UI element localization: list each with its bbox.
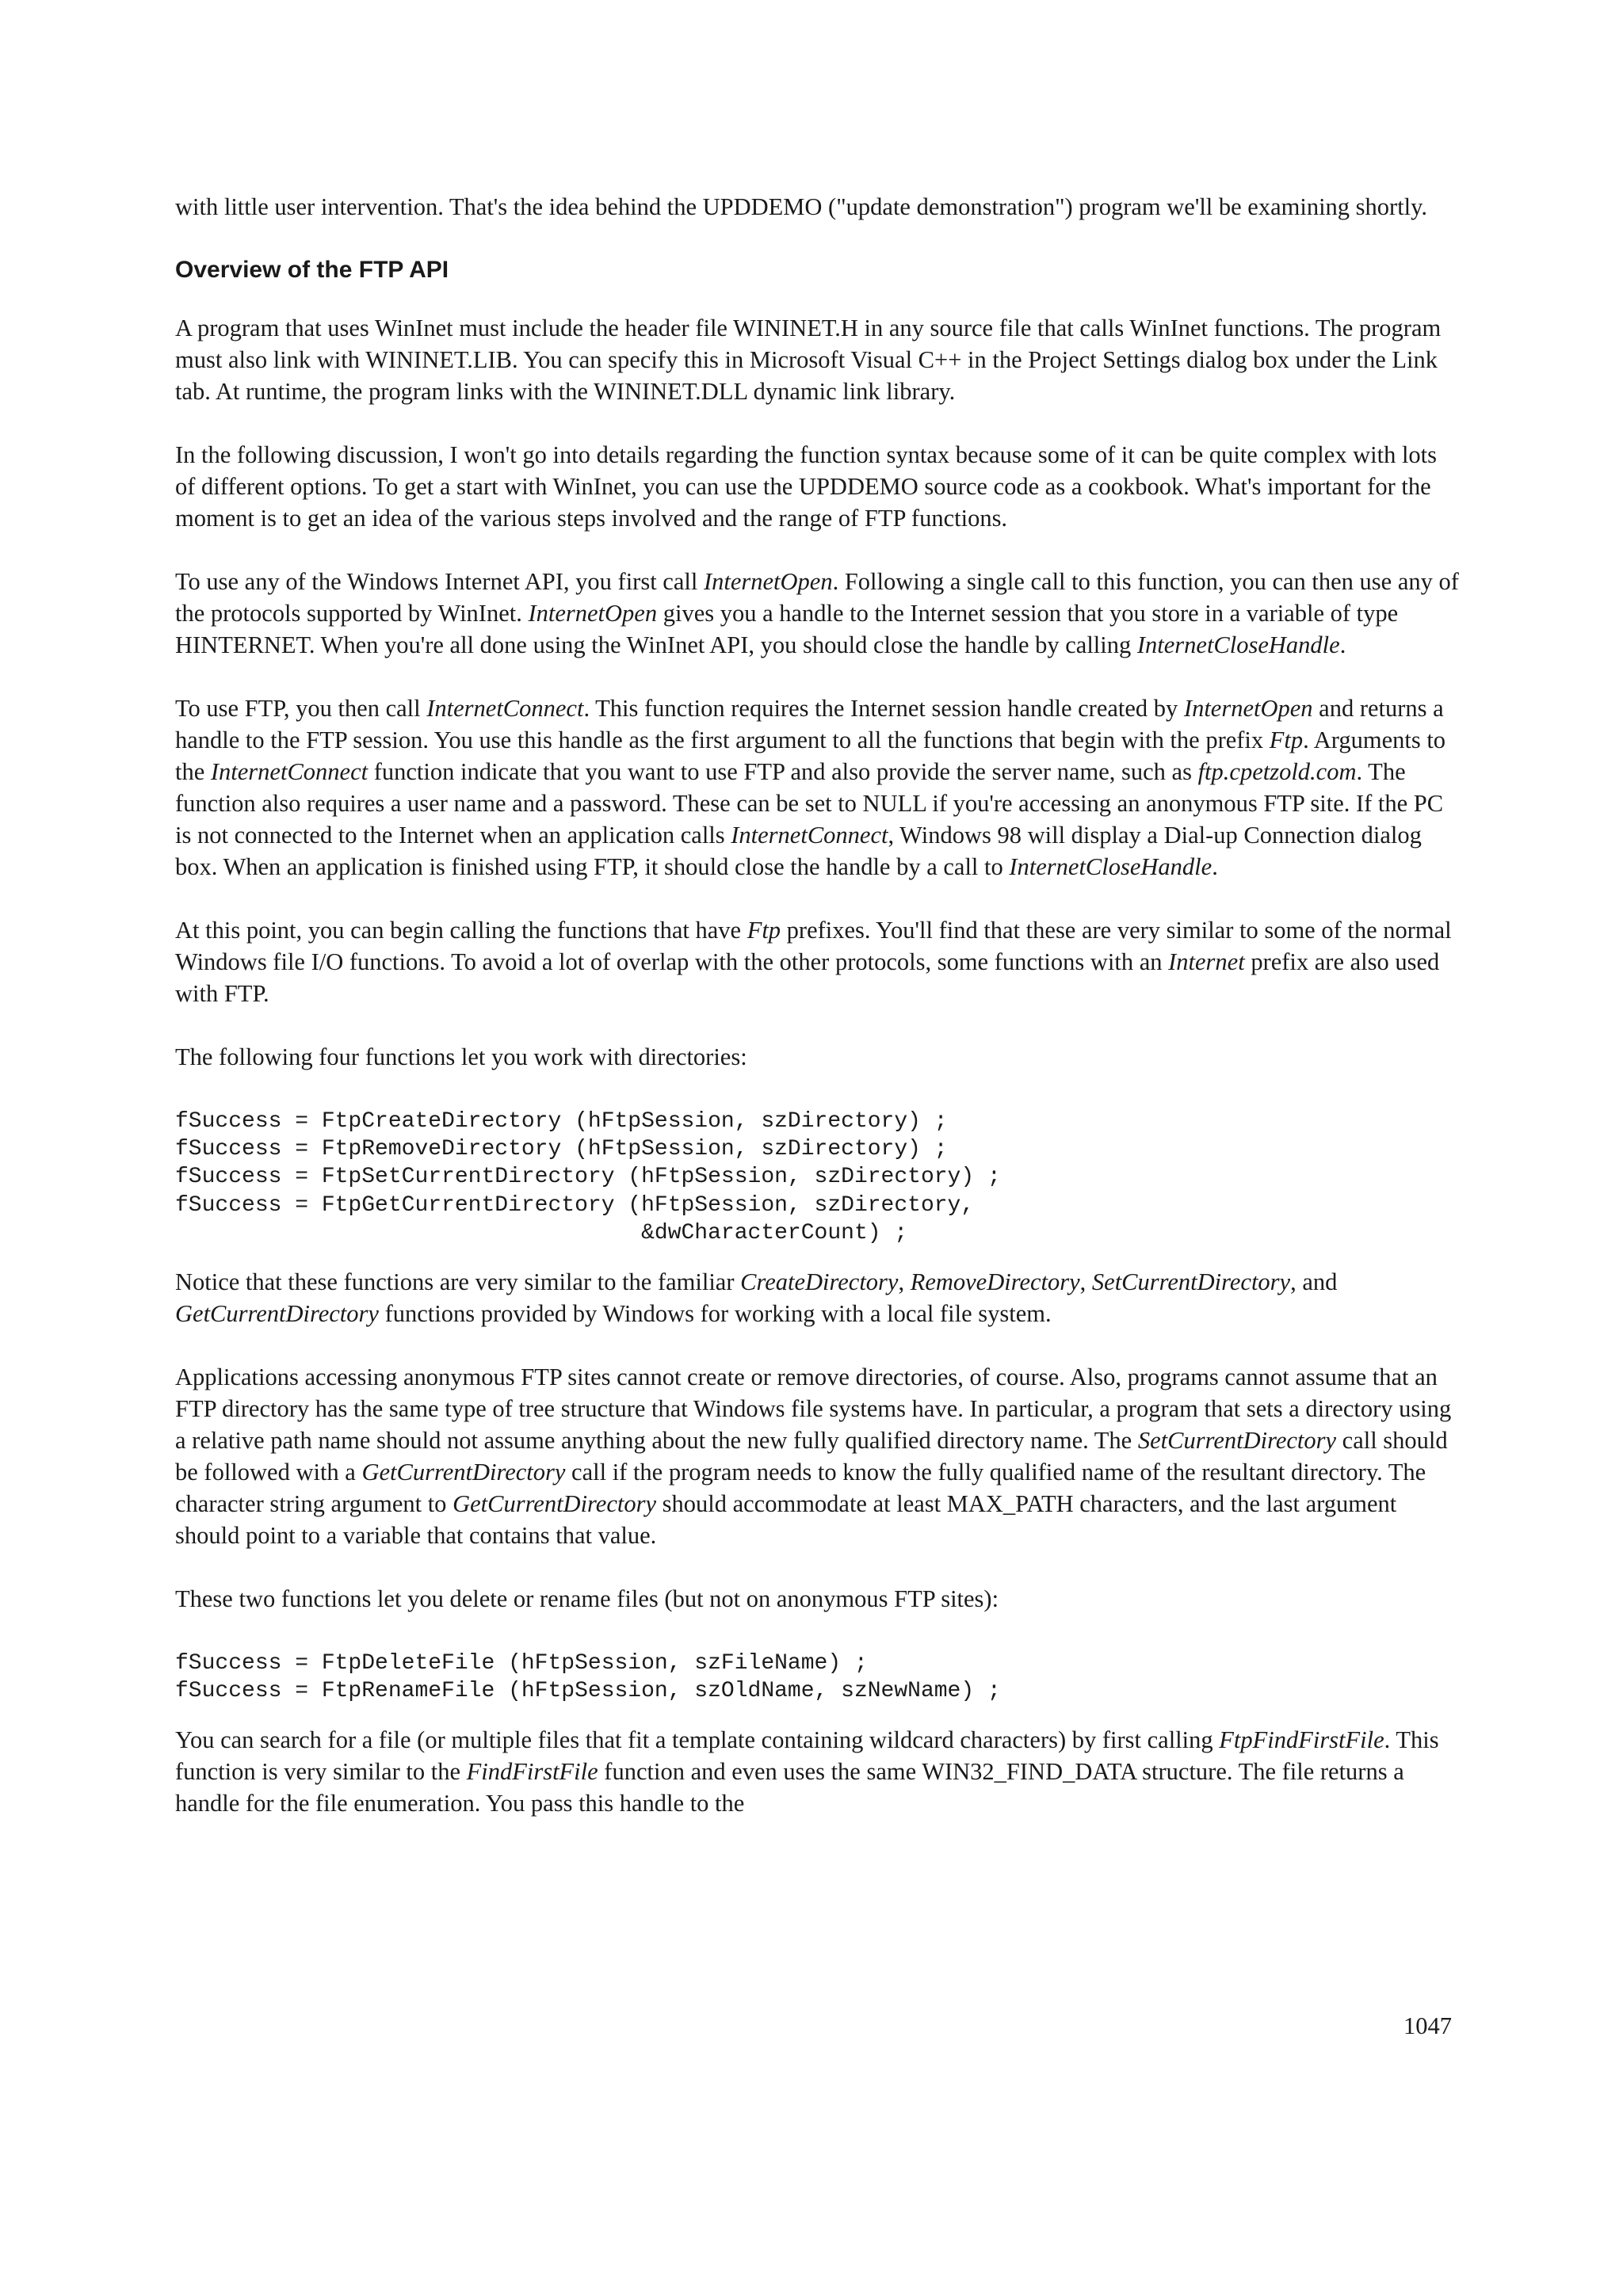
paragraph-wininet-header: A program that uses WinInet must include the header file WININET.H in any source file that calls WinInet functions. The program must also link with WININET.LIB. You can specify this in Microsoft Visual C++ in the Project Settings dialog box under the Link tab. At runtime, the program links with the WININET.DLL dynamic link library. [175, 315, 1442, 405]
intro-paragraph: with little user intervention. That's the idea behind the UPDDEMO ("update demonstration") program we'll be examining shortly. [175, 193, 1428, 220]
paragraph-discussion: In the following discussion, I won't go into details regarding the function syntax because some of it can be quite complex with lots of different options. To get a start with WinInet, you can use the UPDDEMO source code as a cookbook. What's important for the moment is to get an idea of the various steps involved and the range of FTP functions. [175, 441, 1438, 532]
server-name: ftp.cpetzold.com [1197, 758, 1357, 785]
page-number: 1047 [1403, 2012, 1452, 2039]
function-name: InternetCloseHandle [1009, 853, 1212, 880]
paragraph-directory-functions-intro: The following four functions let you work with directories: [175, 1043, 747, 1070]
paragraph-ftp-prefixes: At this point, you can begin calling the functions that have Ftp prefixes. You'll find that these are very similar to some of the normal Windows file I/O functions. To avoid a lot of overlap with the other protocols, some functions with an Internet prefix are also used with FTP. [175, 917, 1452, 1007]
function-name: InternetOpen [703, 568, 833, 595]
function-name: RemoveDirectory [910, 1268, 1080, 1296]
prefix-name: Ftp [1269, 727, 1304, 753]
code-block-file-functions: fSuccess = FtpDeleteFile (hFtpSession, szFileName) ; fSuccess = FtpRenameFile (hFtpSession, szOldName, szNewName) ; [175, 1651, 1001, 1704]
paragraph-internet-connect: To use FTP, you then call InternetConnect. This function requires the Internet session handle created by InternetOpen and returns a handle to the FTP session. You use this handle as the first argument to all the functions that begin with the prefix Ftp. Arguments to the InternetConnect function indicate that you want to use FTP and also provide the server name, such as ftp.cpetzold.com. The function also requires a user name and a password. These can be set to NULL if you're accessing an anonymous FTP site. If the PC is not connected to the Internet when an application calls InternetConnect, Windows 98 will display a Dial-up Connection dialog box. When an application is finished using FTP, it should close the handle by a call to InternetCloseHandle. [175, 695, 1446, 880]
paragraph-similar-functions: Notice that these functions are very similar to the familiar CreateDirectory, RemoveDirectory, SetCurrentDirectory, and GetCurrentDirectory functions provided by Windows for working with a local file system. [175, 1268, 1338, 1328]
function-name: FindFirstFile [466, 1758, 598, 1786]
function-name: InternetConnect [210, 758, 369, 785]
function-name: SetCurrentDirectory [1091, 1268, 1291, 1296]
section-heading: Overview of the FTP API [175, 257, 449, 283]
paragraph-find-first-file: You can search for a file (or multiple files that fit a template containing wildcard characters) by first calling FtpFindFirstFile. This function is very similar to the FindFirstFile function and even uses the same WIN32_FIND_DATA structure. The file returns a handle for the file enumeration. You pass this handle to the [175, 1726, 1439, 1817]
function-name: InternetOpen [528, 600, 658, 627]
paragraph-anonymous-ftp: Applications accessing anonymous FTP sites cannot create or remove directories, of course. Also, programs cannot assume that an FTP directory has the same type of tree structure that Windows file systems have. In particular, a program that sets a directory using a relative path name should not assume anything about the new fully qualified directory name. The SetCurrentDirectory call should be followed with a GetCurrentDirectory call if the program needs to know the fully qualified name of the resultant directory. The character string argument to GetCurrentDirectory should accommodate at least MAX_PATH characters, and the last argument should point to a variable that contains that value. [175, 1363, 1452, 1550]
function-name: FtpFindFirstFile [1219, 1726, 1384, 1754]
function-name: SetCurrentDirectory [1137, 1427, 1337, 1455]
function-name: InternetConnect [426, 695, 584, 722]
document-page [175, 191, 1461, 1851]
function-name: InternetOpen [1183, 695, 1313, 722]
function-name: InternetConnect [731, 822, 888, 849]
prefix-name: Internet [1168, 948, 1245, 975]
paragraph-internet-open: To use any of the Windows Internet API, you first call InternetOpen. Following a single call to this function, you can then use any of the protocols supported by WinInet. InternetOpen gives you a handle to the Internet session that you store in a variable of type HINTERNET. When you're all done using the WinInet API, you should close the handle by calling InternetCloseHandle. [175, 568, 1459, 658]
code-block-directory-functions: fSuccess = FtpCreateDirectory (hFtpSession, szDirectory) ; fSuccess = FtpRemoveDirectory (hFtpSession, szDirectory) ; fSuccess = FtpSetCurrentDirectory (hFtpSession, szDirectory) ; fSuccess = FtpGetCurrentDirectory (hFtpSession, szDirectory, &dwCharacterCount) ; [175, 1109, 1001, 1245]
function-name: GetCurrentDirectory [175, 1300, 379, 1328]
function-name: GetCurrentDirectory [361, 1459, 566, 1486]
function-name: GetCurrentDirectory [453, 1490, 657, 1518]
prefix-name: Ftp [747, 917, 781, 944]
function-name: CreateDirectory [740, 1268, 899, 1296]
function-name: InternetCloseHandle [1136, 631, 1340, 658]
paragraph-file-functions-intro: These two functions let you delete or rename files (but not on anonymous FTP sites): [175, 1585, 999, 1613]
